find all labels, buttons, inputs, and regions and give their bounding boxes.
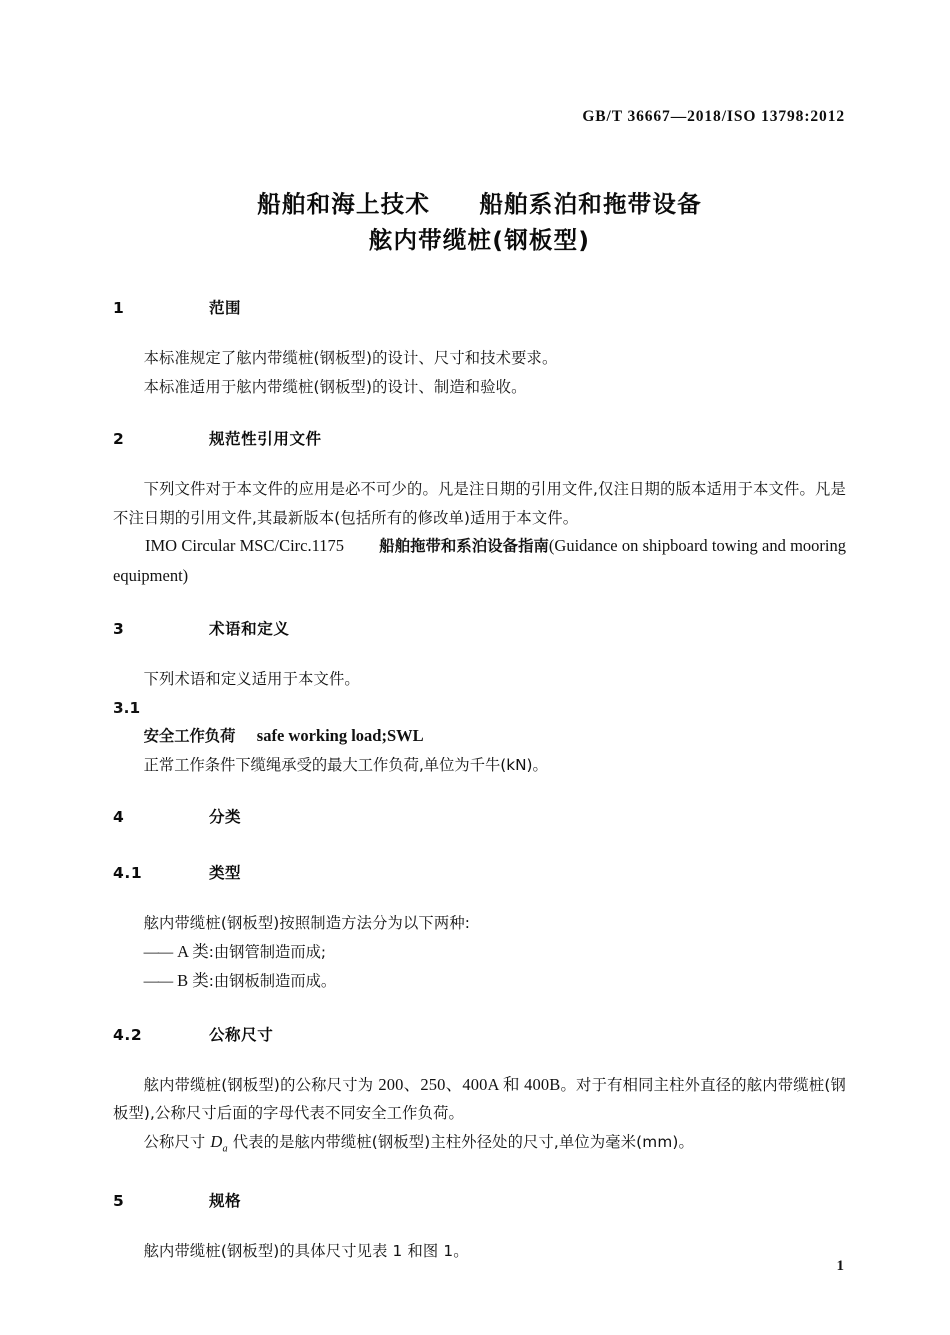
spacer — [113, 1163, 846, 1189]
document-title — [113, 186, 846, 258]
clause-number-2: 2 — [113, 430, 125, 448]
clause-2-paragraph-1: 下列文件对于本文件的应用是必不可少的。凡是注日期的引用文件,仅注日期的版本适用于本文件。凡是不注日期的引用文件,其最新版本(包括所有的修改单)适用于本文件。 — [113, 480, 846, 527]
clause-heading-4-2 — [113, 1023, 846, 1045]
clause-1-paragraph-2: 本标准适用于舷内带缆桩(钢板型)的设计、制造和验收。 — [143, 377, 527, 396]
reference-title-cn: 船舶拖带和系泊设备指南 — [379, 537, 549, 555]
clause-3-paragraph-1: 下列术语和定义适用于本文件。 — [143, 670, 360, 688]
clause-heading-1 — [113, 296, 846, 318]
clause-title-4: 分类 — [208, 808, 242, 826]
term-definition: 正常工作条件下缆绳承受的最大工作负荷,单位为千牛(kN)。 — [143, 755, 548, 774]
term-entry-number: 3.1 — [113, 698, 141, 717]
list-item-text: :由钢板制造而成。 — [208, 972, 337, 990]
spacer — [113, 997, 846, 1023]
list-item — [144, 967, 846, 997]
document-body — [113, 296, 846, 1266]
symbol-base: D — [210, 1131, 223, 1151]
normative-reference-entry — [113, 532, 846, 591]
running-header-standard-code: GB/T 36667—2018/ISO 13798:2012 — [582, 108, 845, 125]
clause-5-paragraph-1: 舷内带缆桩(钢板型)的具体尺寸见表 1 和图 1。 — [143, 1242, 469, 1261]
spacer — [113, 1211, 846, 1237]
spacer — [113, 449, 846, 475]
spacer — [113, 639, 846, 665]
list-dash: —— — [143, 973, 173, 990]
clause-number-4-2: 4.2 — [113, 1025, 143, 1044]
term-entry-heading — [144, 722, 846, 751]
spacer — [113, 401, 846, 427]
clause-4-2-p1-part-a: 舷内带缆桩(钢板型)的公称尺寸为 — [143, 1075, 379, 1094]
nominal-size-values: 200、250、400A 和 400B — [378, 1074, 561, 1094]
clause-title-5: 规格 — [208, 1192, 242, 1211]
reference-title-en: (Guidance on shipboard towing and mooring equipment) — [113, 536, 846, 585]
symbol-nominal-diameter — [210, 1131, 228, 1154]
spacer — [113, 779, 846, 805]
symbol-subscript: a — [222, 1142, 228, 1154]
term-name-cn: 安全工作负荷 — [143, 727, 236, 745]
clause-number-3: 3 — [113, 620, 125, 638]
reference-code: IMO Circular MSC/Circ.1175 — [145, 536, 344, 555]
clause-number-4: 4 — [113, 808, 125, 826]
clause-title-2: 规范性引用文件 — [208, 430, 322, 448]
clause-title-1: 范围 — [208, 299, 242, 317]
list-item — [144, 938, 846, 968]
clause-4-2-paragraph-1 — [113, 1071, 846, 1128]
spacer — [113, 827, 846, 861]
clause-heading-3 — [113, 617, 846, 639]
spacer — [113, 318, 846, 344]
clause-4-1-lead-in: 舷内带缆桩(钢板型)按照制造方法分为以下两种: — [143, 914, 471, 932]
title-line-1: 船舶和海上技术 船舶系泊和拖带设备 — [257, 190, 702, 218]
clause-4-2-p1-part-b: 。对于有相同主柱外直径的舷内带缆桩(钢板型),公称尺寸后面的字母代表不同安全工作负荷。 — [113, 1075, 846, 1122]
term-name-en: safe working load;SWL — [256, 726, 424, 745]
spacer — [113, 1045, 846, 1071]
clause-number-1: 1 — [113, 299, 125, 317]
clause-4-2-paragraph-2 — [113, 1128, 846, 1164]
clause-1-paragraph-1: 本标准规定了舷内带缆桩(钢板型)的设计、尺寸和技术要求。 — [143, 349, 558, 367]
clause-heading-2 — [113, 427, 846, 449]
clause-number-4-1: 4.1 — [113, 864, 143, 882]
clause-heading-4-1 — [113, 861, 846, 883]
list-item-label: B 类 — [177, 971, 209, 990]
list-dash: —— — [143, 943, 173, 961]
clause-title-4-1: 类型 — [208, 864, 242, 882]
clause-title-3: 术语和定义 — [208, 620, 290, 638]
clause-4-2-p2-part-b: 代表的是舷内带缆桩(钢板型)主柱外径处的尺寸,单位为毫米(mm)。 — [227, 1132, 694, 1151]
title-line-2: 舷内带缆桩(钢板型) — [368, 226, 591, 254]
spacer — [113, 591, 846, 617]
clause-heading-4 — [113, 805, 846, 827]
page-number: 1 — [836, 1258, 844, 1274]
spacer — [113, 883, 846, 909]
list-item-text: :由钢管制造而成; — [208, 942, 327, 961]
list-item-label: A 类 — [177, 941, 209, 961]
clause-4-2-p2-part-a: 公称尺寸 — [143, 1132, 211, 1151]
clause-heading-5 — [113, 1189, 846, 1211]
clause-title-4-2: 公称尺寸 — [208, 1025, 274, 1044]
clause-number-5: 5 — [113, 1192, 125, 1211]
